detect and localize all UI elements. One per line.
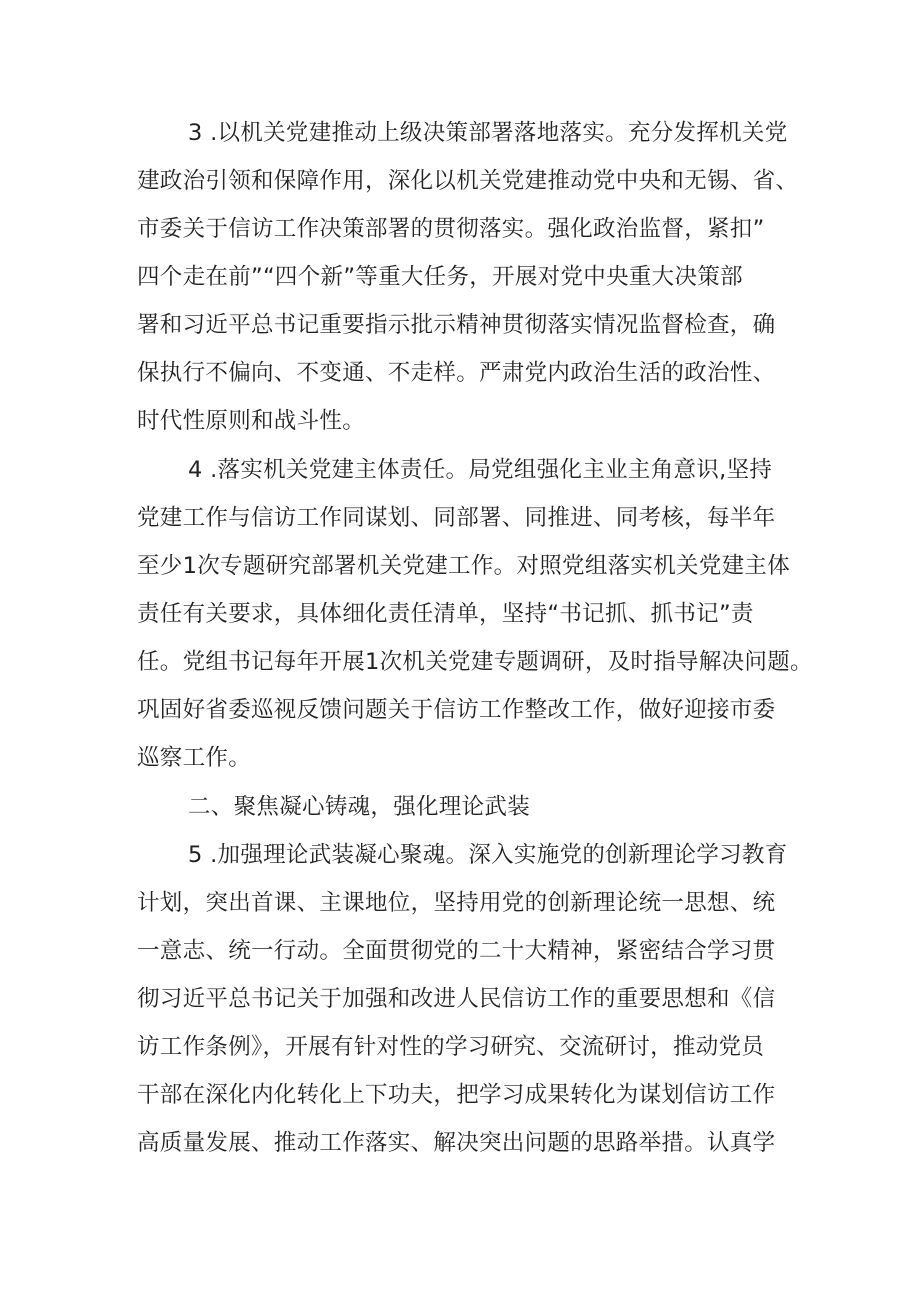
paragraph-4-line-6: 巩固好省委巡视反馈问题关于信访工作整改工作，做好迎接市委 <box>137 697 776 723</box>
paragraph-5-line-4: 彻习近平总书记关于加强和改进人民信访工作的重要思想和《信 <box>137 986 776 1012</box>
paragraph-3-line-5: 署和习近平总书记重要指示批示精神贯彻落实情况监督检查，确 <box>137 312 776 338</box>
paragraph-4-line-2: 党建工作与信访工作同谋划、同部署、同推进、同考核，每半年 <box>137 505 776 531</box>
paragraph-3-line-7: 时代性原则和战斗性。 <box>137 408 366 434</box>
paragraph-4-line-3: 至少1次专题研究部署机关党建工作。对照党组落实机关党建主体 <box>137 553 791 579</box>
paragraph-3-line-3: 市委关于信访工作决策部署的贯彻落实。强化政治监督，紧扣” <box>137 216 765 242</box>
paragraph-3-line-4: 四个走在前”“四个新”等重大任务，开展对党中央重大决策部 <box>137 264 743 290</box>
paragraph-3-line-1: 3 .以机关党建推动上级决策部署落地落实。充分发挥机关党 <box>188 120 788 146</box>
paragraph-5-line-1: 5 .加强理论武装凝心聚魂。深入实施党的创新理论学习教育 <box>188 842 788 868</box>
paragraph-4-line-4: 责任有关要求，具体细化责任清单，坚持“书记抓、抓书记”责 <box>137 601 754 627</box>
paragraph-4-line-5: 任。党组书记每年开展1次机关党建专题调研，及时指导解决问题。 <box>137 649 813 675</box>
section-heading-2: 二、聚焦凝心铸魂，强化理论武装 <box>188 794 531 820</box>
paragraph-4-line-1: 4 .落实机关党建主体责任。局党组强化主业主角意识,坚持 <box>188 457 773 483</box>
paragraph-5-line-3: 一意志、统一行动。全面贯彻党的二十大精神，紧密结合学习贯 <box>137 938 776 964</box>
paragraph-5-line-6: 干部在深化内化转化上下功夫，把学习成果转化为谋划信访工作 <box>137 1082 776 1108</box>
paragraph-3-line-6: 保执行不偏向、不变通、不走样。严肃党内政治生活的政治性、 <box>137 360 776 386</box>
paragraph-4-line-7: 巡察工作。 <box>137 745 252 771</box>
paragraph-5-line-5: 访工作条例》，开展有针对性的学习研究、交流研讨，推动党员 <box>137 1034 765 1060</box>
paragraph-3-line-2: 建政治引领和保障作用，深化以机关党建推动党中央和无锡、省、 <box>137 168 799 194</box>
paragraph-5-line-7: 高质量发展、推动工作落实、解决突出问题的思路举措。认真学 <box>137 1130 776 1156</box>
paragraph-5-line-2: 计划，突出首课、主课地位，坚持用党的创新理论统一思想、统 <box>137 890 776 916</box>
